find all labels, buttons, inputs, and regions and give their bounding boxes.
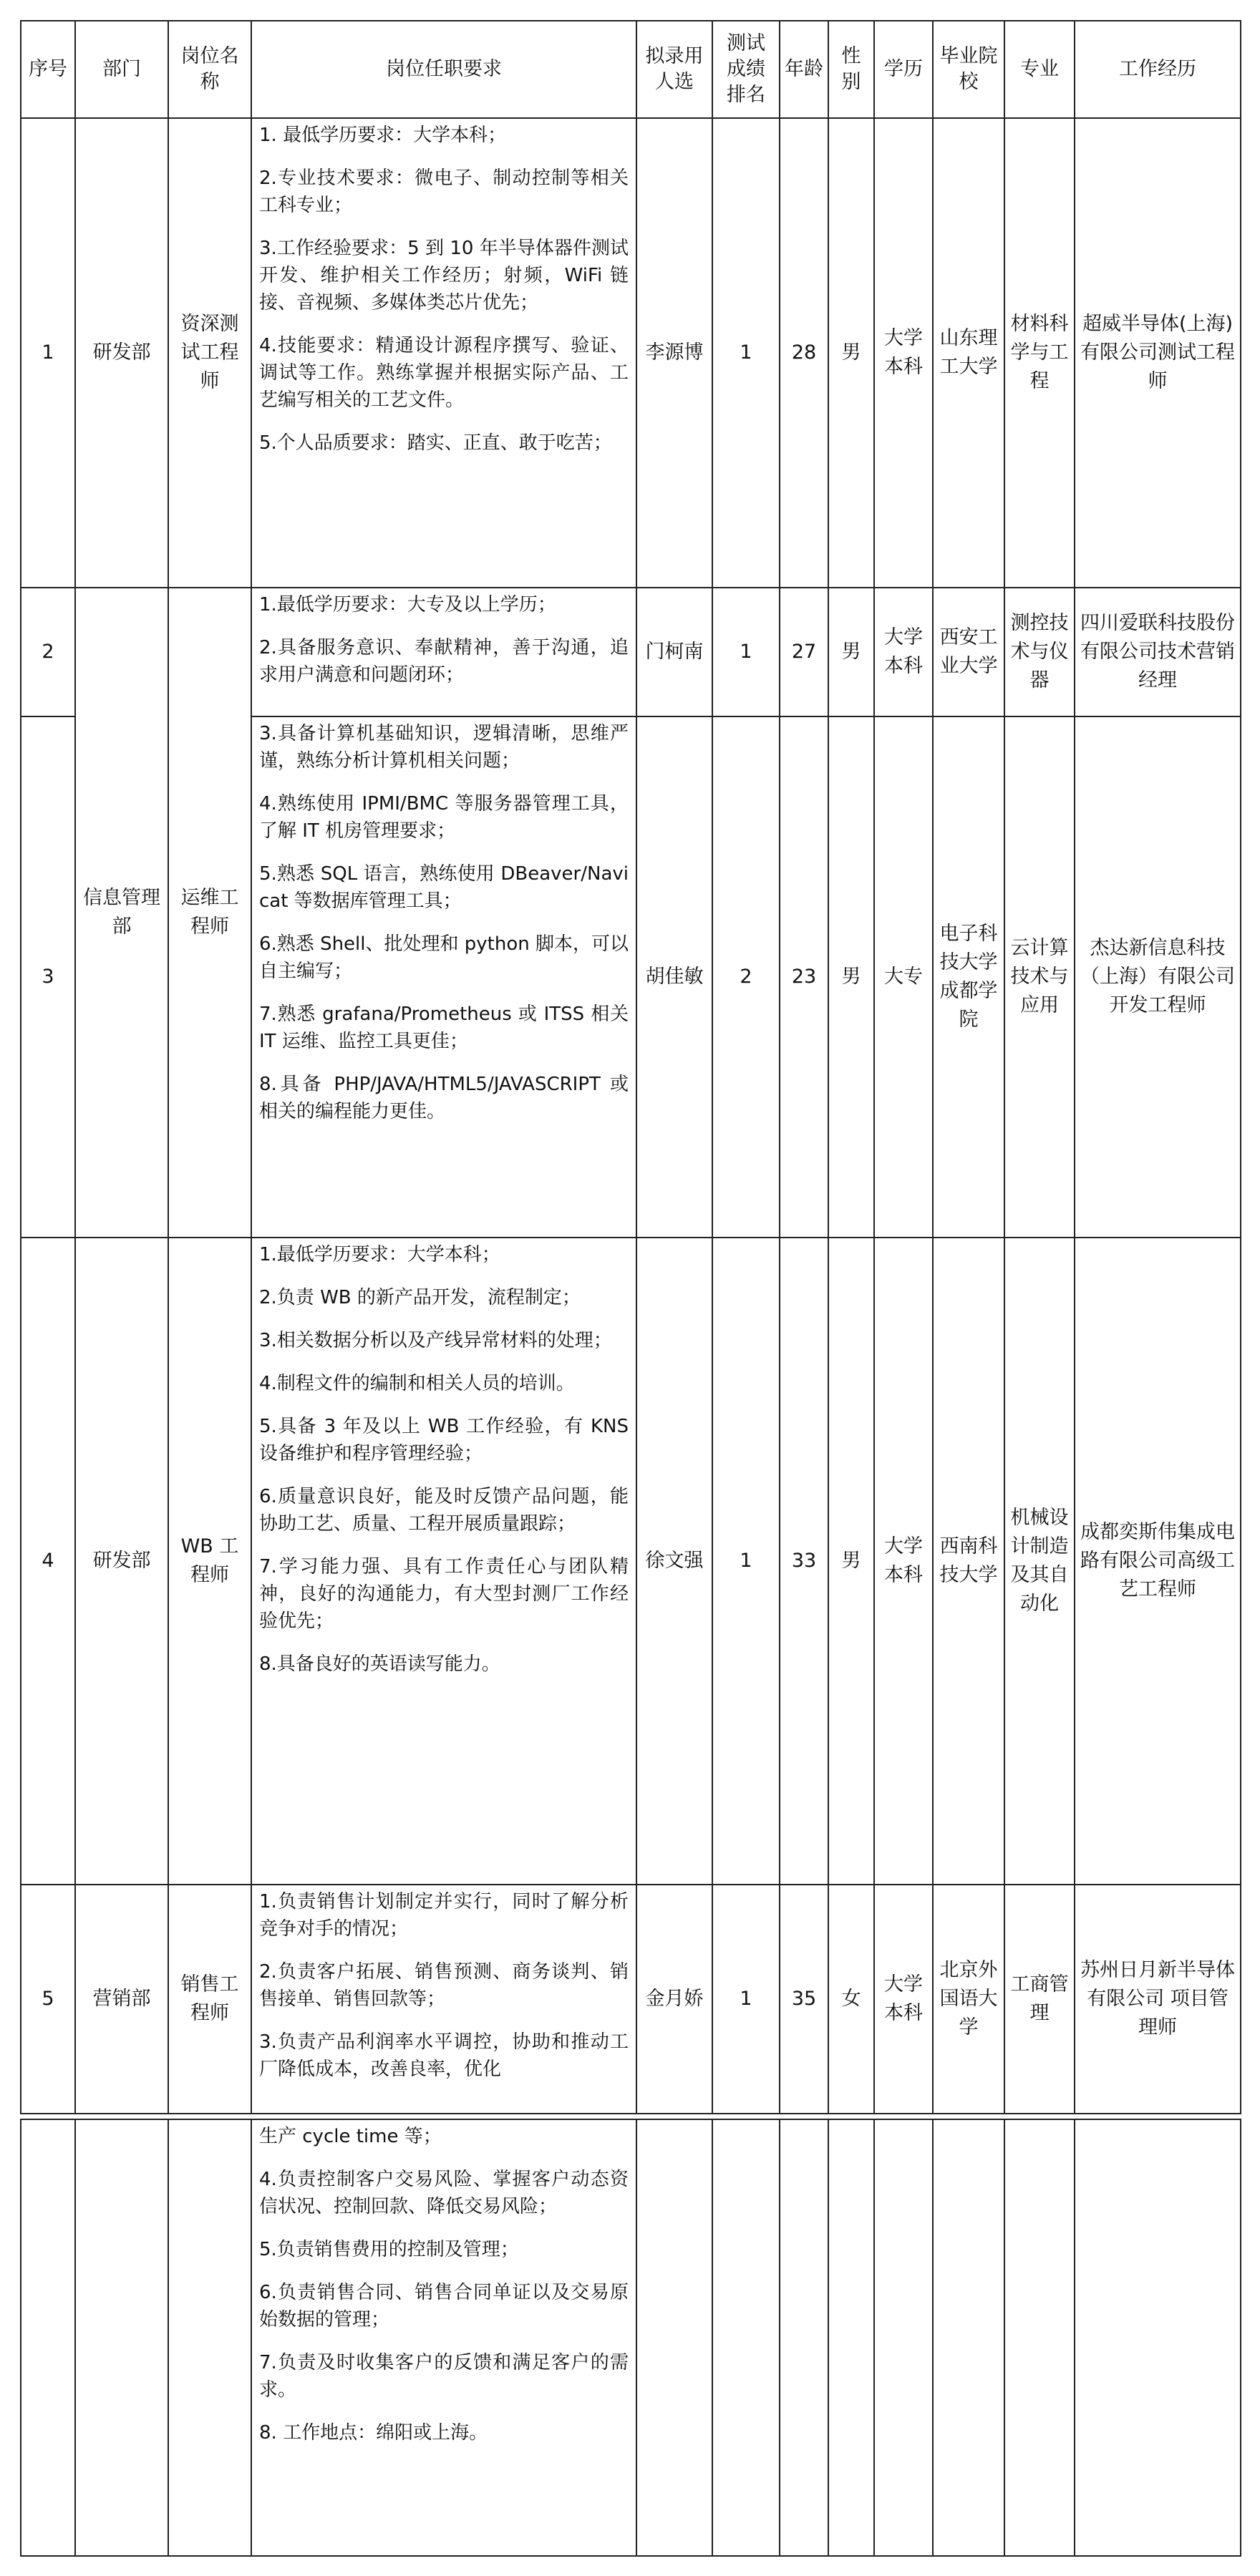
cell-rank <box>712 2119 780 2556</box>
cell-education: 大学本科 <box>874 1885 933 2114</box>
requirement-item: 3.具备计算机基础知识，逻辑清晰，思维严谨，熟练分析计算机相关问题； <box>259 723 629 772</box>
requirement-item: 5.具备 3 年及以上 WB 工作经验，有 KNS 设备维护和程序管理经验； <box>259 1416 629 1464</box>
cell-position: 资深测试工程师 <box>168 118 251 588</box>
cell-candidate: 李源博 <box>636 118 712 588</box>
cell-education <box>874 2119 933 2556</box>
requirement-item: 8. 工作地点：绵阳或上海。 <box>259 2422 488 2444</box>
cell-rank: 1 <box>712 118 780 588</box>
requirement-item: 生产 cycle time 等； <box>259 2126 442 2147</box>
header-dept: 部门 <box>75 21 168 118</box>
requirement-item: 3.相关数据分析以及产线异常材料的处理； <box>259 1330 612 1351</box>
cell-major: 云计算技术与应用 <box>1004 716 1075 1238</box>
requirement-item: 1.负责销售计划制定并实行，同时了解分析竞争对手的情况； <box>259 1891 629 1940</box>
cell-no: 2 <box>21 588 75 716</box>
cell-candidate: 徐文强 <box>636 1238 712 1885</box>
cell-position: 运维工程师 <box>168 588 251 1238</box>
cell-experience: 杰达新信息科技（上海）有限公司开发工程师 <box>1075 716 1241 1238</box>
requirement-item: 4.技能要求：精通设计源程序撰写、验证、调试等工作。熟练掌握并根据实际产品、工艺编写相关的工艺文件。 <box>259 335 629 411</box>
cell-rank: 1 <box>712 588 780 716</box>
cell-gender: 男 <box>828 118 874 588</box>
cell-school <box>933 2119 1004 2556</box>
requirement-item: 5.熟悉 SQL 语言，熟练使用 DBeaver/Navicat 等数据库管理工具； <box>259 863 629 912</box>
cell-gender: 男 <box>828 588 874 716</box>
cell-school: 西安工业大学 <box>933 588 1004 716</box>
requirement-item: 8.具备良好的英语读写能力。 <box>259 1653 500 1675</box>
cell-requirements <box>251 716 636 1238</box>
cell-education: 大专 <box>874 716 933 1238</box>
table-row <box>21 1238 1241 1885</box>
cell-rank: 2 <box>712 716 780 1238</box>
cell-education: 大学本科 <box>874 1238 933 1885</box>
table-row <box>21 2119 1241 2556</box>
header-major: 专业 <box>1004 21 1075 118</box>
cell-no: 5 <box>21 1885 75 2114</box>
table-row <box>21 588 1241 716</box>
requirement-item: 1.最低学历要求：大专及以上学历； <box>259 594 556 616</box>
header-row <box>21 21 1241 118</box>
header-school: 毕业院校 <box>933 21 1004 118</box>
cell-no: 4 <box>21 1238 75 1885</box>
cell-candidate: 胡佳敏 <box>636 716 712 1238</box>
cell-education: 大学本科 <box>874 118 933 588</box>
cell-rank: 1 <box>712 1238 780 1885</box>
cell-experience <box>1075 2119 1241 2556</box>
cell-age: 33 <box>780 1238 828 1885</box>
requirement-item: 4.制程文件的编制和相关人员的培训。 <box>259 1373 575 1394</box>
cell-requirements <box>251 1885 636 2114</box>
requirement-item: 6.熟悉 Shell、批处理和 python 脚本，可以自主编写； <box>259 933 629 982</box>
table-row <box>21 1885 1241 2114</box>
cell-dept: 营销部 <box>75 1885 168 2114</box>
recruitment-table <box>20 20 1241 2114</box>
cell-no: 1 <box>21 118 75 588</box>
header-no: 序号 <box>21 21 75 118</box>
cell-gender <box>828 2119 874 2556</box>
header-age: 年龄 <box>780 21 828 118</box>
requirement-item: 1. 最低学历要求：大学本科； <box>259 125 507 146</box>
cell-age: 35 <box>780 1885 828 2114</box>
requirement-item: 2.专业技术要求：微电子、制动控制等相关工科专业； <box>259 167 629 216</box>
continuation-table <box>20 2119 1241 2557</box>
header-position: 岗位名称 <box>168 21 251 118</box>
requirement-item: 6.质量意识良好，能及时反馈产品问题，能协助工艺、质量、工程开展质量跟踪； <box>259 1486 629 1535</box>
cell-age <box>780 2119 828 2556</box>
requirement-item: 5.负责销售费用的控制及管理； <box>259 2239 519 2260</box>
requirement-item: 7.熟悉 grafana/Prometheus 或 ITSS 相关 IT 运维、监控工具更佳； <box>259 1003 629 1052</box>
header-candidate: 拟录用人选 <box>636 21 712 118</box>
cell-position: 销售工程师 <box>168 1885 251 2114</box>
cell-candidate: 金月娇 <box>636 1885 712 2114</box>
cell-candidate: 门柯南 <box>636 588 712 716</box>
requirement-item: 4.熟练使用 IPMI/BMC 等服务器管理工具，了解 IT 机房管理要求； <box>259 793 629 842</box>
cell-major <box>1004 2119 1075 2556</box>
cell-experience: 苏州日月新半导体有限公司 项目管理师 <box>1075 1885 1241 2114</box>
cell-major: 工商管理 <box>1004 1885 1075 2114</box>
cell-age: 27 <box>780 588 828 716</box>
cell-candidate <box>636 2119 712 2556</box>
cell-experience: 成都奕斯伟集成电路有限公司高级工艺工程师 <box>1075 1238 1241 1885</box>
requirement-item: 3.负责产品利润率水平调控，协助和推动工厂降低成本，改善良率，优化 <box>259 2031 629 2080</box>
requirement-item: 2.负责客户拓展、销售预测、商务谈判、销售接单、销售回款等； <box>259 1961 629 2010</box>
cell-position: WB 工程师 <box>168 1238 251 1885</box>
requirement-item: 5.个人品质要求：踏实、正直、敢于吃苦； <box>259 432 612 454</box>
cell-major: 材料科学与工程 <box>1004 118 1075 588</box>
cell-experience: 四川爱联科技股份有限公司技术营销经理 <box>1075 588 1241 716</box>
cell-dept: 研发部 <box>75 1238 168 1885</box>
cell-no: 3 <box>21 716 75 1238</box>
requirement-item: 7.学习能力强、具有工作责任心与团队精神，良好的沟通能力，有大型封测厂工作经验优先； <box>259 1556 629 1632</box>
requirement-item: 6.负责销售合同、销售合同单证以及交易原始数据的管理； <box>259 2282 629 2330</box>
cell-rank: 1 <box>712 1885 780 2114</box>
cell-school: 西南科技大学 <box>933 1238 1004 1885</box>
cell-requirements <box>251 1238 636 1885</box>
cell-gender: 男 <box>828 1238 874 1885</box>
table-row <box>21 118 1241 588</box>
cell-school: 山东理工大学 <box>933 118 1004 588</box>
cell-position <box>168 2119 251 2556</box>
cell-gender: 女 <box>828 1885 874 2114</box>
cell-age: 28 <box>780 118 828 588</box>
cell-school: 北京外国语大学 <box>933 1885 1004 2114</box>
cell-dept <box>75 2119 168 2556</box>
cell-major: 机械设计制造及其自动化 <box>1004 1238 1075 1885</box>
cell-experience: 超威半导体(上海)有限公司测试工程师 <box>1075 118 1241 588</box>
requirement-item: 3.工作经验要求：5 到 10 年半导体器件测试开发、维护相关工作经历；射频，WiFi 链接、音视频、多媒体类芯片优先； <box>259 238 629 314</box>
header-rank: 测试成绩排名 <box>712 21 780 118</box>
header-experience: 工作经历 <box>1075 21 1241 118</box>
cell-school: 电子科技大学成都学院 <box>933 716 1004 1238</box>
cell-dept: 研发部 <box>75 118 168 588</box>
cell-requirements <box>251 588 636 716</box>
cell-gender: 男 <box>828 716 874 1238</box>
header-education: 学历 <box>874 21 933 118</box>
cell-dept: 信息管理部 <box>75 588 168 1238</box>
cell-age: 23 <box>780 716 828 1238</box>
cell-requirements <box>251 2119 636 2556</box>
cell-requirements <box>251 118 636 588</box>
requirement-item: 8.具备 PHP/JAVA/HTML5/JAVASCRIPT 或相关的编程能力更佳。 <box>259 1074 629 1122</box>
cell-education: 大学本科 <box>874 588 933 716</box>
header-gender: 性别 <box>828 21 874 118</box>
header-requirements: 岗位任职要求 <box>251 21 636 118</box>
requirement-item: 1.最低学历要求：大学本科； <box>259 1244 500 1265</box>
requirement-item: 7.负责及时收集客户的反馈和满足客户的需求。 <box>259 2352 629 2401</box>
requirement-item: 2.负责 WB 的新产品开发，流程制定； <box>259 1287 581 1308</box>
cell-no <box>21 2119 75 2556</box>
cell-major: 测控技术与仪器 <box>1004 588 1075 716</box>
requirement-item: 2.具备服务意识、奉献精神，善于沟通，追求用户满意和问题闭环； <box>259 637 629 686</box>
requirement-item: 4.负责控制客户交易风险、掌握客户动态资信状况、控制回款、降低交易风险； <box>259 2169 629 2217</box>
